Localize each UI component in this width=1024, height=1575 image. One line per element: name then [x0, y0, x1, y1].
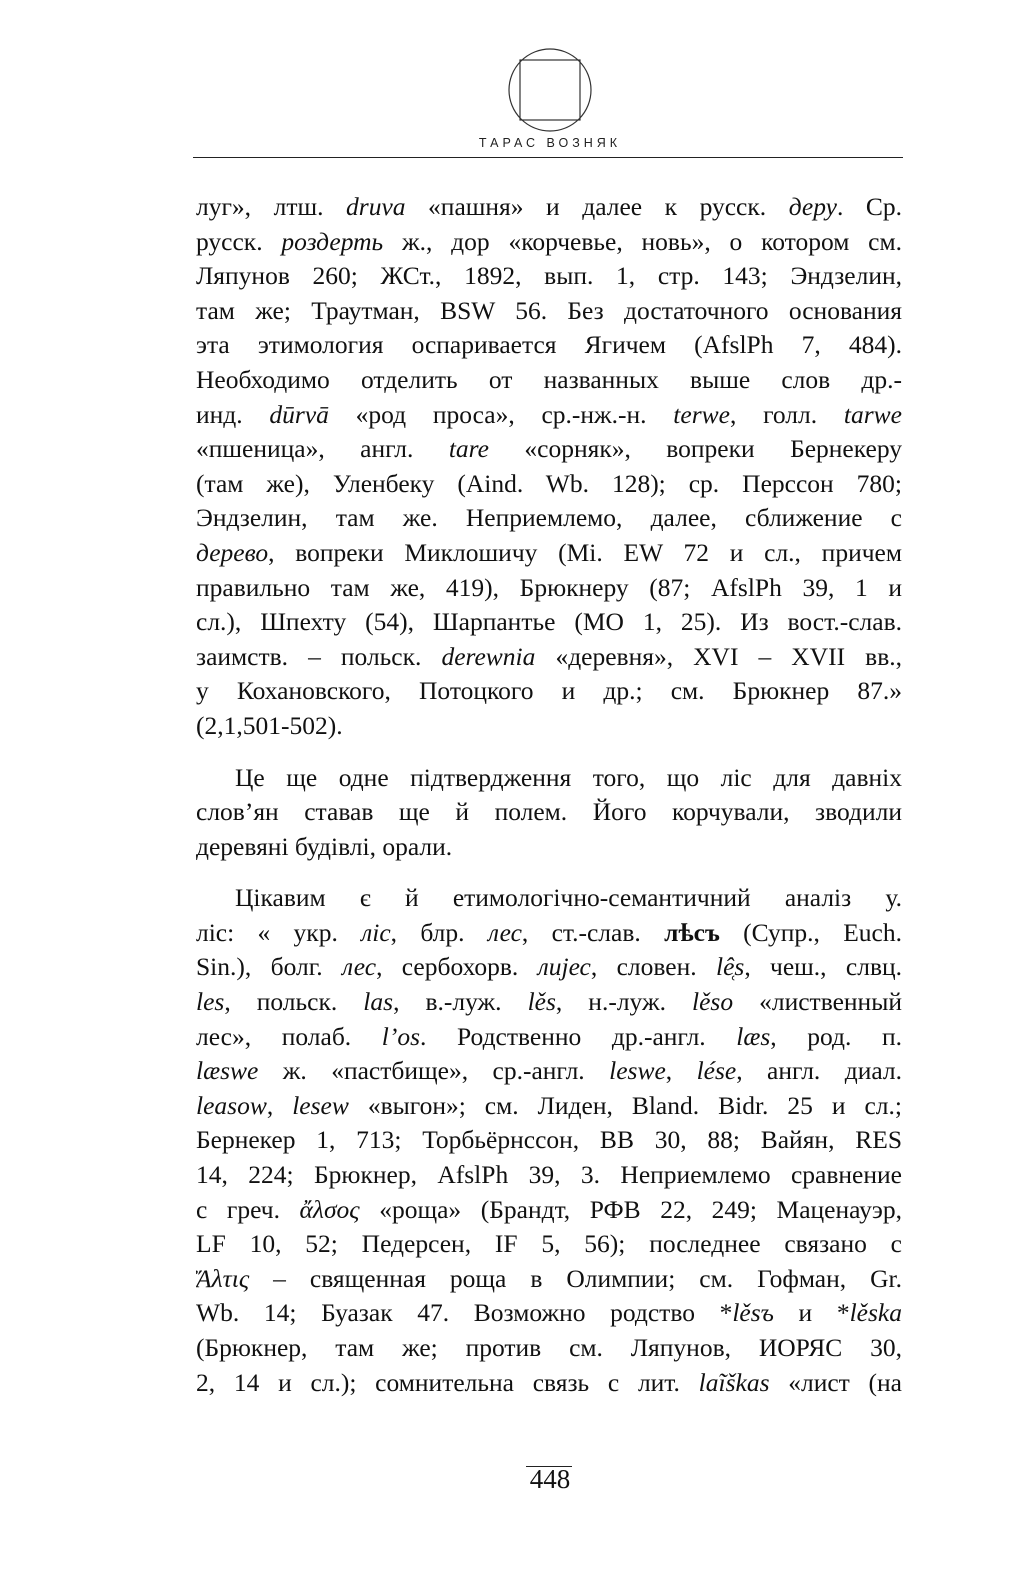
- running-head-author: ТАРАС ВОЗНЯК: [478, 136, 622, 150]
- header-rule: [193, 157, 903, 158]
- text-line: (там же), Уленбеку (Aind. Wb. 128); ср. Перссон 780;: [196, 468, 902, 498]
- text-line: Необходимо отделить от названных выше слов др.-: [196, 364, 902, 394]
- text-line: 2, 14 и сл.); сомнительна связь с лит. laĩškas «лист (на: [196, 1367, 902, 1397]
- text-line: leasow, lesew «выгон»; см. Лиден, Bland. Bidr. 25 и сл.;: [196, 1090, 902, 1120]
- text-line: 14, 224; Брюкнер, AfslPh 39, 3. Неприемлемо сравнение: [196, 1160, 902, 1190]
- text-line: «пшеница», англ. tare «сорняк», вопреки Бернекеру: [196, 434, 902, 464]
- text-line: Wb. 14; Буазак 47. Возможно родство *lěsъ и *lěska: [196, 1298, 902, 1328]
- text-line: эта этимология оспаривается Ягичем (AfslPh 7, 484).: [196, 330, 902, 360]
- text-line: læswe ж. «пастбище», ср.-англ. leswe, lése, англ. диал.: [196, 1056, 902, 1086]
- text-line: у Кохановского, Потоцкого и др.; см. Брюкнер 87.»: [196, 676, 902, 706]
- text-line: луг», лтш. druva «пашня» и далее к русск. деру. Ср.: [196, 192, 902, 221]
- paragraph-first-line: Цікавим є й етимологічно-семантичний аналіз у.: [235, 883, 902, 913]
- paragraph-first-line: Це ще одне підтвердження того, що ліс для давніх: [235, 762, 902, 792]
- text-line: лес», полаб. l’os. Родственно др.-англ. læs, род. п.: [196, 1021, 902, 1051]
- text-line: Ἄλτις – священная роща в Олимпии; см. Гофман, Gr.: [196, 1263, 902, 1293]
- text-line: ліс: « укр. ліс, блр. лес, ст.-слав. лѣсъ (Супр., Euch.: [196, 917, 902, 947]
- text-line: слов’ян ставав ще й полем. Його корчували, зводили: [196, 797, 902, 827]
- text-line: Эндзелин, там же. Неприемлемо, далее, сближение с: [196, 503, 902, 533]
- text-line: Sin.), болг. лес, сербохорв. лиjес, словен. lê̜s, чеш., слвц.: [196, 952, 902, 982]
- square-in-circle-logo-icon: [508, 48, 592, 132]
- text-line: LF 10, 52; Педерсен, IF 5, 56); последнее связано с: [196, 1229, 902, 1259]
- text-line: инд. dūrvā «род проса», ср.-нж.-н. terwe, голл. tarwe: [196, 399, 902, 429]
- text-line: (2,1,501-502).: [196, 710, 343, 740]
- text-line: les, польск. las, в.-луж. lěs, н.-луж. lěso «лиственный: [196, 987, 902, 1017]
- text-line: русск. роздерть ж., дор «корчевье, новь», о котором см.: [196, 226, 902, 256]
- text-line: Ляпунов 260; ЖСт., 1892, вып. 1, стр. 143; Эндзелин,: [196, 261, 902, 291]
- page-number: 448: [529, 1464, 571, 1494]
- text-line: с греч. ἄλσος «роща» (Брандт, РФВ 22, 249; Маценауэр,: [196, 1194, 902, 1224]
- text-line: там же; Траутман, BSW 56. Без достаточного основания: [196, 295, 902, 325]
- text-line: деревяні будівлі, орали.: [196, 831, 453, 861]
- text-line: Бернекер 1, 713; Торбьёрнссон, BB 30, 88; Вайян, RES: [196, 1125, 902, 1155]
- body-text: [196, 190, 902, 1400]
- text-line: правильно там же, 419), Брюкнеру (87; AfslPh 39, 1 и: [196, 572, 902, 602]
- text-line: сл.), Шпехту (54), Шарпантье (MO 1, 25). Из вост.-слав.: [196, 607, 902, 637]
- text-line: (Брюкнер, там же; против см. Ляпунов, ИОРЯС 30,: [196, 1333, 902, 1362]
- text-line: дерево, вопреки Миклошичу (Mi. EW 72 и сл., причем: [196, 537, 902, 567]
- text-line: заимств. – польск. derewnia «деревня», XVI – XVII вв.,: [196, 641, 902, 671]
